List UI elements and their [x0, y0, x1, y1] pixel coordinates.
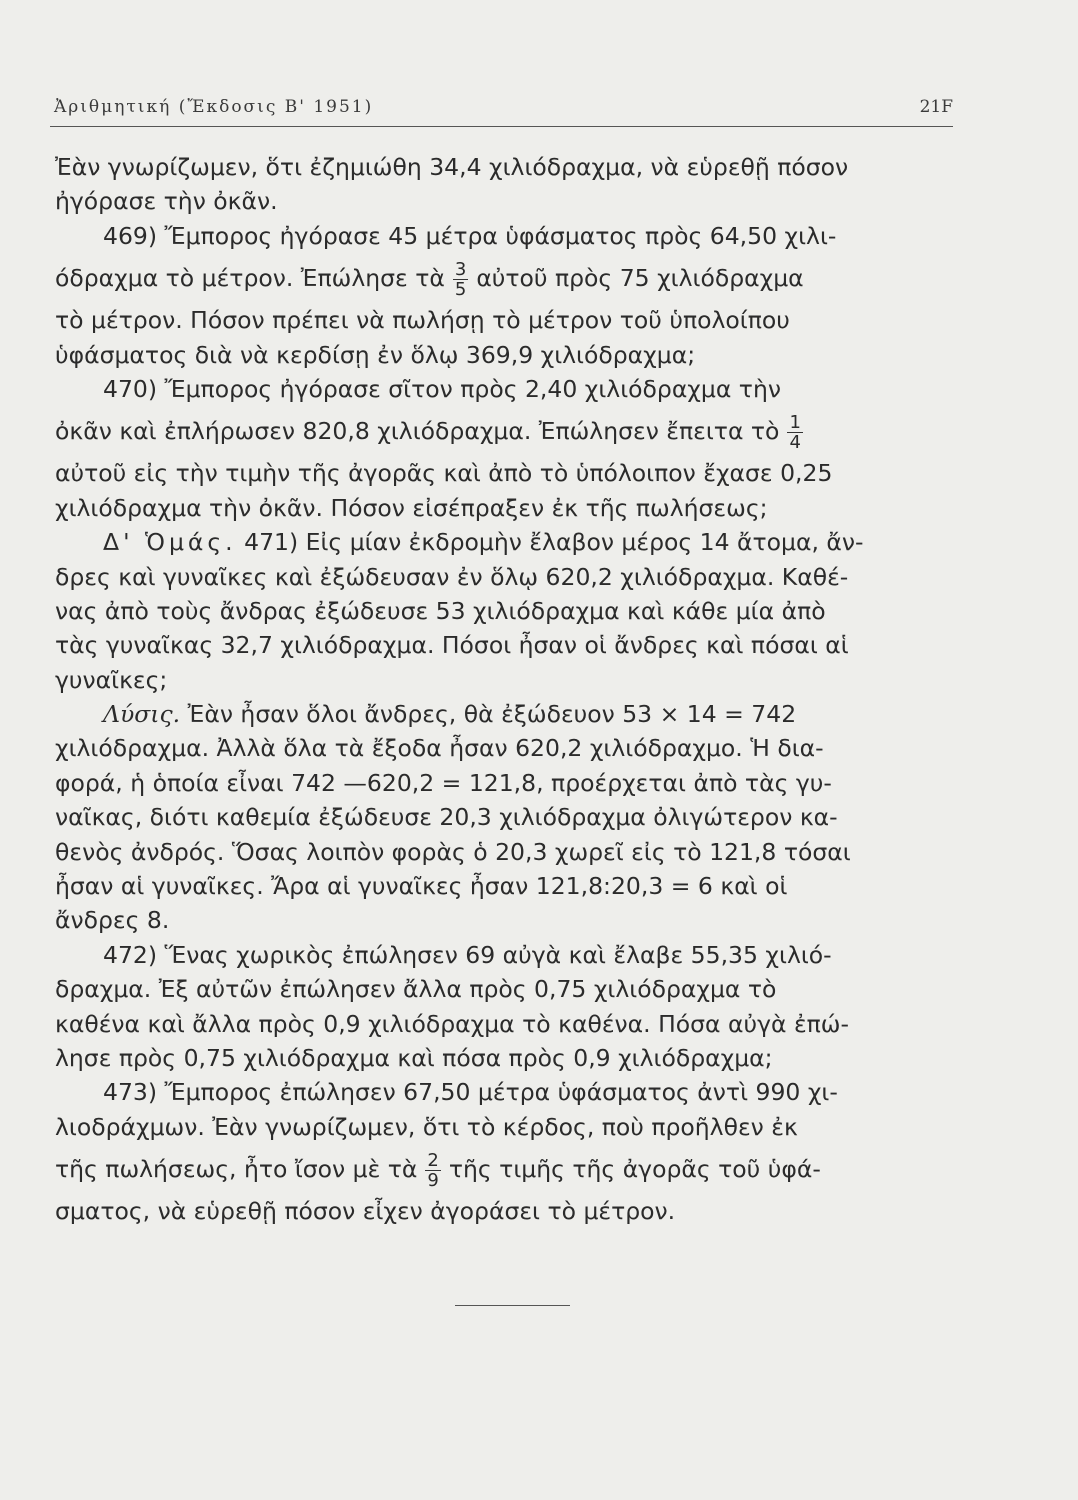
solution-line: ἄνδρες 8. [55, 906, 170, 935]
header-rule [50, 126, 953, 127]
problem-472-line: καθένα καὶ ἄλλα πρὸς 0,9 χιλιόδραχμα τὸ καθένα. Πόσα αὐγὰ ἐπώ- [55, 1009, 849, 1038]
fraction-denominator: 5 [454, 279, 467, 301]
problem-473-line: λιοδράχμων. Ἐὰν γνωρίζωμεν, ὅτι τὸ κέρδος, ποὺ προῆλθεν ἐκ [55, 1112, 798, 1141]
running-header [50, 97, 953, 125]
problem-471-line [55, 525, 945, 559]
page-number: 21F [919, 97, 953, 117]
solution-line: θενὸς ἀνδρός. Ὅσας λοιπὸν φορὰς ὁ 20,3 χωρεῖ εἰς τὸ 121,8 τόσαι [55, 837, 851, 866]
problem-470-line-with-fraction [55, 406, 945, 456]
problem-470-line: αὐτοῦ εἰς τὴν τιμὴν τῆς ἀγορᾶς καὶ ἀπὸ τὸ ὑπόλοιπον ἔχασε 0,25 [55, 459, 833, 488]
text-segment: τῆς τιμῆς τῆς ἀγορᾶς τοῦ ὑφά- [448, 1155, 821, 1184]
problem-469-line: τὸ μέτρον. Πόσον πρέπει νὰ πωλήσῃ τὸ μέτρον τοῦ ὑπολοίπου [55, 306, 790, 335]
problem-470-line: χιλιόδραχμα τὴν ὀκᾶν. Πόσον εἰσέπραξεν ἐκ τῆς πωλήσεως; [55, 493, 768, 522]
problem-472-line: 472) Ἕνας χωρικὸς ἐπώλησεν 69 αὐγὰ καὶ ἔλαβε 55,35 χιλιό- [103, 940, 832, 969]
solution-label: Λύσις. [103, 700, 181, 729]
end-rule [455, 1305, 570, 1306]
problem-472-line: δραχμα. Ἐξ αὐτῶν ἐπώλησεν ἄλλα πρὸς 0,75 χιλιόδραχμα τὸ [55, 975, 777, 1004]
problem-473-line: 473) Ἔμπορος ἐπώλησεν 67,50 μέτρα ὑφάσματος ἀντὶ 990 χι- [103, 1078, 838, 1107]
problem-469-line-with-fraction [55, 253, 945, 303]
problem-471-line: νας ἀπὸ τοὺς ἄνδρας ἐξώδευσε 53 χιλιόδραχμα καὶ κάθε μία ἀπὸ [55, 596, 826, 625]
problem-473-line-with-fraction [55, 1144, 945, 1194]
solution-line: ἦσαν αἱ γυναῖκες. Ἄρα αἱ γυναῖκες ἦσαν 121,8:20,3 = 6 καὶ οἱ [55, 872, 788, 901]
fraction-denominator: 9 [427, 1170, 439, 1192]
text-segment: αὐτοῦ πρὸς 75 χιλιόδραχμα [476, 264, 804, 293]
solution-line: χιλιόδραχμα. Ἀλλὰ ὅλα τὰ ἔξοδα ἦσαν 620,2 χιλιόδραχμο. Ἡ δια- [55, 734, 824, 763]
solution-line: φορά, ἡ ὁποία εἶναι 742 —620,2 = 121,8, προέρχεται ἀπὸ τὰς γυ- [55, 768, 832, 797]
problem-473-line: σματος, νὰ εὑρεθῇ πόσον εἶχεν ἀγοράσει τὸ μέτρον. [55, 1197, 676, 1226]
header-title: Ἀριθμητική (Ἔκδοσις Β' 1951) [54, 97, 374, 117]
problem-471-line: δρες καὶ γυναῖκες καὶ ἐξώδευσαν ἐν ὅλῳ 620,2 χιλιόδραχμα. Καθέ- [55, 562, 849, 591]
fraction-numerator: 2 [427, 1150, 439, 1172]
problem-469-line: ὑφάσματος διὰ νὰ κερδίσῃ ἐν ὅλῳ 369,9 χιλιόδραχμα; [55, 340, 696, 369]
text-line: ἠγόρασε τὴν ὀκᾶν. [55, 187, 278, 216]
problem-469-line: 469) Ἔμπορος ἠγόρασε 45 μέτρα ὑφάσματος πρὸς 64,50 χιλι- [103, 221, 837, 250]
text-segment: ὀκᾶν καὶ ἐπλήρωσεν 820,8 χιλιόδραχμα. Ἐπώλησεν ἔπειτα τὸ [55, 417, 780, 446]
text-segment: 471) Εἰς μίαν ἐκδρομὴν ἔλαβον μέρος 14 ἄτομα, ἄν- [244, 528, 864, 557]
text-segment: Ἐὰν ἦσαν ὅλοι ἄνδρες, θὰ ἐξώδευον 53 × 14 = 742 [187, 700, 797, 729]
problem-471-line: τὰς γυναῖκας 32,7 χιλιόδραχμα. Πόσοι ἦσαν οἱ ἄνδρες καὶ πόσαι αἱ [55, 631, 849, 660]
group-heading: Δ' Ὁμάς. [103, 528, 237, 557]
fraction-two-ninths [425, 1151, 440, 1190]
fraction-numerator: 1 [789, 412, 801, 434]
solution-line: ναῖκας, διότι καθεμία ἐξώδευσε 20,3 χιλιόδραχμα ὀλιγώτερον κα- [55, 803, 838, 832]
fraction-numerator: 3 [454, 259, 467, 281]
fraction-three-fifths [453, 260, 468, 299]
text-segment: όδραχμα τὸ μέτρον. Ἐπώλησε τὰ [55, 264, 445, 293]
problem-470-line: 470) Ἔμπορος ἠγόρασε σῖτον πρὸς 2,40 χιλιόδραχμα τὴν [103, 374, 781, 403]
problem-471-line: γυναῖκες; [55, 665, 168, 694]
page-body [55, 150, 945, 1229]
solution-line [55, 697, 945, 731]
fraction-one-quarter [787, 413, 802, 452]
text-line: Ἐὰν γνωρίζωμεν, ὅτι ἐζημιώθη 34,4 χιλιόδραχμα, νὰ εὑρεθῇ πόσον [55, 153, 849, 181]
problem-472-line: λησε πρὸς 0,75 χιλιόδραχμα καὶ πόσα πρὸς 0,9 χιλιόδραχμα; [55, 1043, 773, 1072]
text-segment: τῆς πωλήσεως, ἦτο ἴσον μὲ τὰ [55, 1155, 418, 1184]
fraction-denominator: 4 [789, 432, 801, 454]
